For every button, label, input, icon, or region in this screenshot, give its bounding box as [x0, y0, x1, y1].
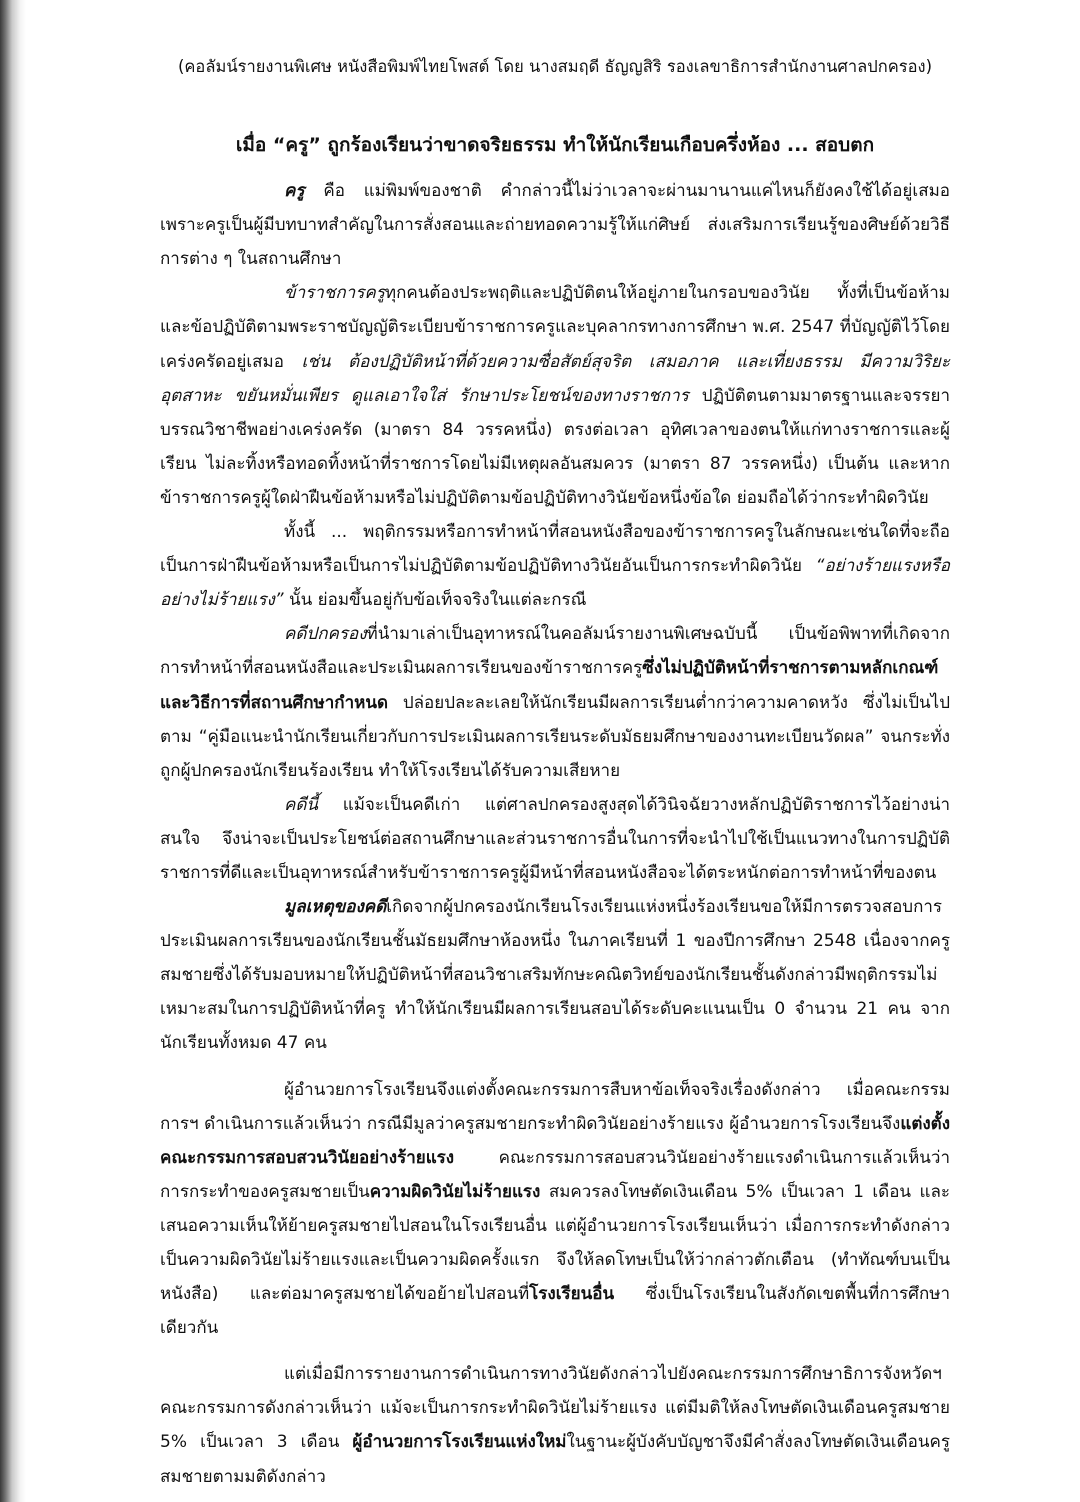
paragraph-7 [160, 1073, 950, 1346]
p5-text: แม้จะเป็นคดีเก่า แต่ศาลปกครองสูงสุดได้วินิจฉัยวางหลักปฏิบัติราชการไว้อย่างน่าสนใจ จึงน่าจะเป็นประโยชน์ต่อสถานศึกษาและส่วนราชการอื่นในการที่จะนำไปใช้เป็นแนวทางในการปฏิบัติราชการที่ดีและเป็นอุทาหรณ์สำหรับข้าราชการครูผู้มีหน้าที่สอนหนังสือจะได้ตระหนักต่อการทำหน้าที่ของตน [160, 794, 950, 883]
p7-bold2: ความผิดวินัยไม่ร้ายแรง [369, 1181, 541, 1202]
p2-italic: เช่น ต้องปฏิบัติหน้าที่ด้วยความซื่อสัตย์สุจริต เสมอภาค และเที่ยงธรรม มีความวิริยะอุตสาหะ ขยันหมั่นเพียร ดูแลเอาใจใส่ รักษาประโยชน์ของทางราชการ [160, 351, 950, 406]
p6-text: เกิดจากผู้ปกครองนักเรียนโรงเรียนแห่งหนึ่งร้องเรียนขอให้มีการตรวจสอบการประเมินผลการเรียนของนักเรียนชั้นมัธยมศึกษาห้องหนึ่ง ในภาคเรียนที่ 1 ของปีการศึกษา 2548 เนื่องจากครูสมชายซึ่งได้รับมอบหมายให้ปฏิบัติหน้าที่สอนวิชาเสริมทักษะคณิตวิทย์ของนักเรียนชั้นดังกล่าวมีพฤติกรรมไม่เหมาะสมในการปฏิบัติหน้าที่ครู ทำให้นักเรียนมีผลการเรียนสอบได้ระดับคะแนนเป็น 0 จำนวน 21 คน จากนักเรียนทั้งหมด 47 คน [160, 897, 950, 1054]
paragraph-1 [160, 174, 950, 276]
p8-text2: ในฐานะผู้บังคับบัญชาจึงมีคำสั่งลงโทษตัดเงินเดือนครูสมชายตามมติดังกล่าว [160, 1432, 950, 1487]
p2-text2: ปฏิบัติตนตามมาตรฐานและจรรยาบรรณวิชาชีพอย่างเคร่งครัด (มาตรา 84 วรรคหนึ่ง) ตรงต่อเวลา อุทิศเวลาของตนให้แก่ทางราชการและผู้เรียน ไม่ละทิ้งหรือทอดทิ้งหน้าที่ราชการโดยไม่มีเหตุผลอันสมควร (มาตรา 87 วรรคหนึ่ง) เป็นต้น และหากข้าราชการครูผู้ใดฝ่าฝืนข้อห้ามหรือไม่ปฏิบัติตามข้อปฏิบัติทางวินัยข้อหนึ่งข้อใด ย่อมถือได้ว่ากระทำผิดวินัย [160, 385, 950, 508]
p3-text2: นั้น ย่อมขึ้นอยู่กับข้อเท็จจริงในแต่ละกรณี [283, 590, 587, 611]
paragraph-6 [160, 890, 950, 1060]
p7-bold1: แต่งตั้งคณะกรรมการสอบสวนวินัยอย่างร้ายแรง [160, 1113, 950, 1168]
p4-bold: ซึ่งไม่ปฏิบัติหน้าที่ราชการตามหลักเกณฑ์และวิธีการที่สถานศึกษากำหนด [160, 658, 939, 713]
p6-lead: มูลเหตุของคดี [284, 897, 387, 918]
p3-text: ทั้งนี้ ... พฤติกรรมหรือการทำหน้าที่สอนหนังสือของข้าราชการครูในลักษณะเช่นใดที่จะถือเป็นการฝ่าฝืนข้อห้ามหรือเป็นการไม่ปฏิบัติตามข้อปฏิบัติทางวินัยอันเป็นการกระทำผิดวินัย [160, 522, 950, 577]
p8-bold: ผู้อำนวยการโรงเรียนแห่งใหม่ [352, 1432, 567, 1453]
p4-lead: คดีปกครอง [284, 624, 367, 645]
p2-text1: ทุกคนต้องประพฤติและปฏิบัติตนให้อยู่ภายในกรอบของวินัย ทั้งที่เป็นข้อห้ามและข้อปฏิบัติตามพระราชบัญญัติระเบียบข้าราชการครูและบุคลากรทางการศึกษา พ.ศ. 2547 ที่บัญญัติไว้โดยเคร่งครัดอยู่เสมอ [160, 283, 950, 372]
p4-text2: ปล่อยปละละเลยให้นักเรียนมีผลการเรียนต่ำกว่าความคาดหวัง ซึ่งไม่เป็นไปตาม “คู่มือแนะนำนักเรียนเกี่ยวกับการประเมินผลการเรียนระดับมัธยมศึกษาของงานทะเบียนวัดผล” จนกระทั่งถูกผู้ปกครองนักเรียนร้องเรียน ทำให้โรงเรียนได้รับความเสียหาย [160, 692, 950, 781]
paragraph-4 [160, 617, 950, 787]
p5-lead: คดีนี้ [284, 794, 319, 815]
p2-lead: ข้าราชการครู [284, 283, 385, 304]
p7-text1: ผู้อำนวยการโรงเรียนจึงแต่งตั้งคณะกรรมการสืบหาข้อเท็จจริงเรื่องดังกล่าว เมื่อคณะกรรมการฯ ดำเนินการแล้วเห็นว่า กรณีมีมูลว่าครูสมชายกระทำผิดวินัยอย่างร้ายแรง ผู้อำนวยการโรงเรียนจึง [160, 1079, 950, 1134]
document-page [160, 50, 950, 1494]
column-header: (คอลัมน์รายงานพิเศษ หนังสือพิมพ์ไทยโพสต์ โดย นางสมฤดี ธัญญสิริ รองเลขาธิการสำนักงานศาลปกครอง) [177, 57, 933, 76]
p8-text1: แต่เมื่อมีการรายงานการดำเนินการทางวินัยดังกล่าวไปยังคณะกรรมการศึกษาธิการจังหวัดฯ คณะกรรมการดังกล่าวเห็นว่า แม้จะเป็นการกระทำผิดวินัยไม่ร้ายแรง แต่มีมติให้ลงโทษตัดเงินเดือนครูสมชาย 5% เป็นเวลา 3 เดือน [160, 1364, 950, 1453]
article-title: เมื่อ “ครู” ถูกร้องเรียนว่าขาดจริยธรรม ทำให้นักเรียนเกือบครึ่งห้อง ... สอบตก [235, 134, 875, 157]
paragraph-8 [160, 1357, 950, 1493]
p7-bold3: โรงเรียนอื่น [529, 1284, 615, 1305]
p7-text4: ซึ่งเป็นโรงเรียนในสังกัดเขตพื้นที่การศึกษาเดียวกัน [160, 1284, 950, 1339]
paragraph-5 [160, 788, 950, 890]
p7-text2: คณะกรรมการสอบสวนวินัยอย่างร้ายแรงดำเนินการแล้วเห็นว่า การกระทำของครูสมชายเป็น [160, 1147, 950, 1202]
paragraph-2 [160, 276, 950, 515]
p3-italic: “อย่างร้ายแรงหรืออย่างไม่ร้ายแรง” [160, 556, 950, 611]
p4-text1: ที่นำมาเล่าเป็นอุทาหรณ์ในคอลัมน์รายงานพิเศษฉบับนี้ เป็นข้อพิพาทที่เกิดจากการทำหน้าที่สอนหนังสือและประเมินผลการเรียนของข้าราชการครู [160, 624, 950, 679]
p1-text: คือ แม่พิมพ์ของชาติ คำกล่าวนี้ไม่ว่าเวลาจะผ่านมานานแค่ไหนก็ยังคงใช้ได้อยู่เสมอ เพราะครูเป็นผู้มีบทบาทสำคัญในการสั่งสอนและถ่ายทอดความรู้ให้แก่ศิษย์ ส่งเสริมการเรียนรู้ของศิษย์ด้วยวิธีการต่าง ๆ ในสถานศึกษา [160, 181, 950, 270]
paragraph-3 [160, 515, 950, 617]
scan-page-edge [0, 0, 26, 1502]
p7-text3: สมควรลงโทษตัดเงินเดือน 5% เป็นเวลา 1 เดือน และเสนอความเห็นให้ย้ายครูสมชายไปสอนในโรงเรียนอื่น แต่ผู้อำนวยการโรงเรียนเห็นว่า เมื่อการกระทำดังกล่าวเป็นความผิดวินัยไม่ร้ายแรงและเป็นความผิดครั้งแรก จึงให้ลดโทษเป็นให้ว่ากล่าวตักเตือน (ทำทัณฑ์บนเป็นหนังสือ) และต่อมาครูสมชายได้ขอย้ายไปสอนที่ [160, 1181, 950, 1305]
p1-lead: ครู [284, 181, 305, 202]
